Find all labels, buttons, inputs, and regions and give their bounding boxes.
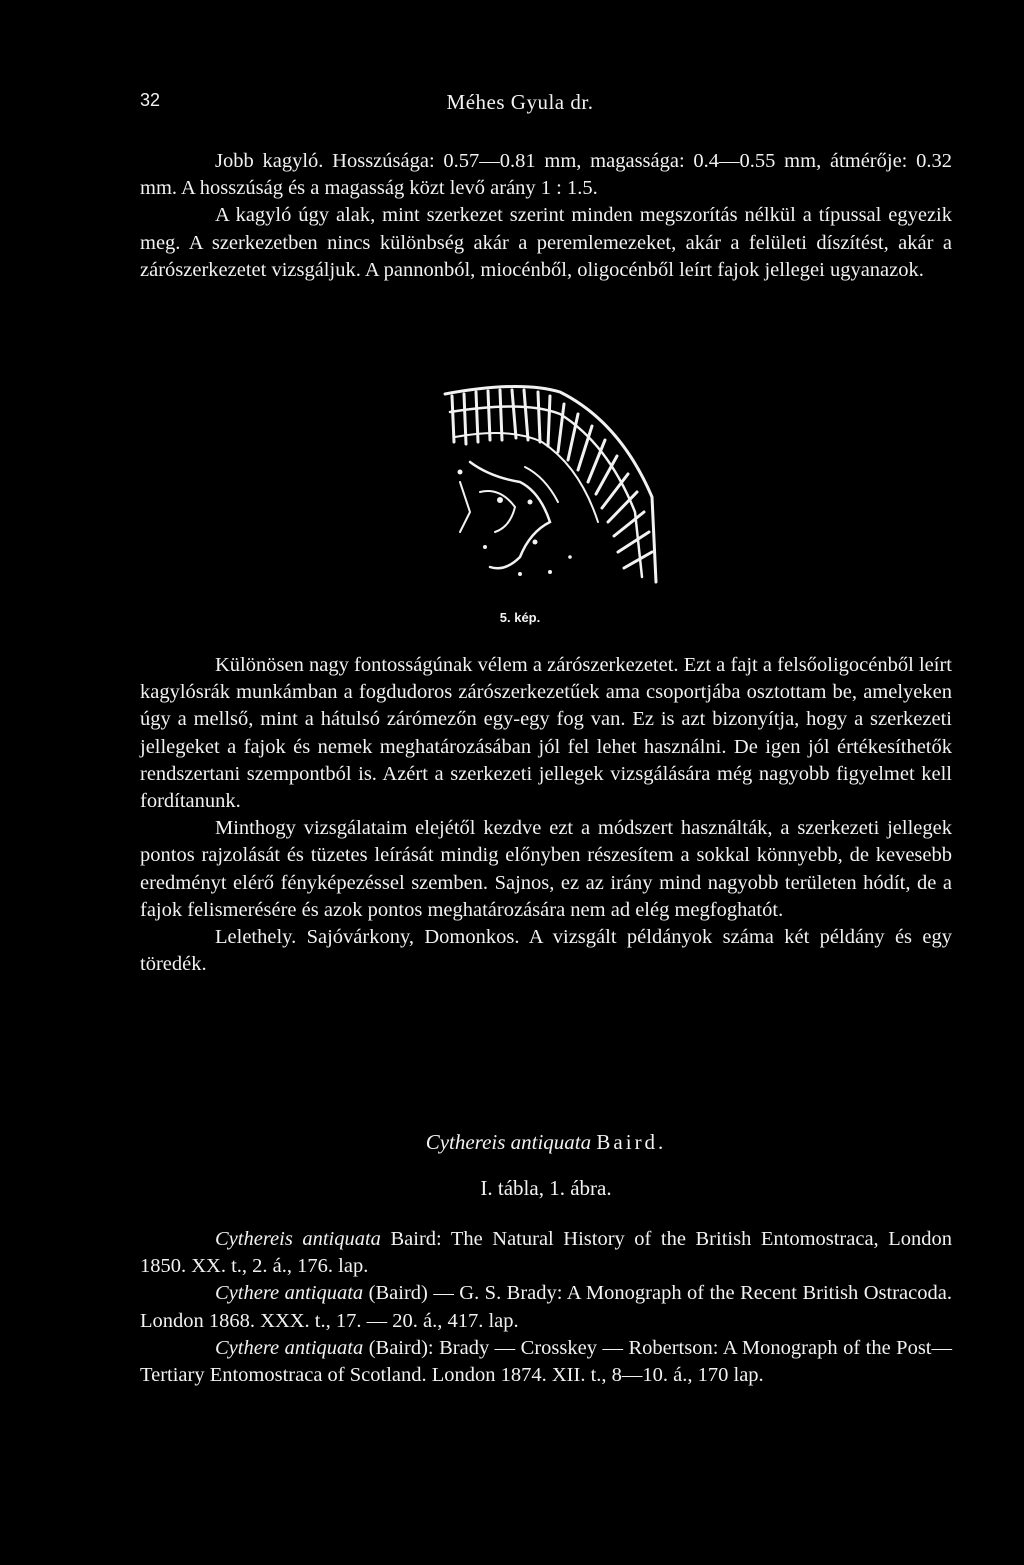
hinge-structure-figure (430, 382, 670, 592)
reference-text: (Baird) — G. S. Brady: A Monograph of the Recent British Ostracoda. London 1868. XXX. t., 17. — 20. á., 417. lap. (140, 1282, 952, 1332)
reference-taxon: Cythere antiquata (215, 1282, 364, 1305)
figure-caption: 5. kép. (499, 610, 541, 625)
plate-reference: I. tábla, 1. ábra. (480, 1176, 612, 1200)
paragraph-hinge: Különösen nagy fontosságúnak vélem a zárószerkezetet. Ezt a fajt a felsőoligocénből leírt kagylósrák munkámban a fogdudoros zárószerkezetűek ama csoportjába osztottam be, amelyeken úgy a mellső, mint a hátulsó zárómezőn egy-egy fog van. Ez is azt bizonyítja, hogy a szerkezeti jellegeket a fajok és nemek meghatározásában jól fel lehet használni. De igen jól értékesíthetők rendszertani szempontból is. Azért a szerkezeti jellegek vizsgálására még nagyobb figyelmet kell fordítanunk. (140, 654, 952, 813)
intro-text (140, 148, 952, 284)
paragraph-locality: Lelethely. Sajóvárkony, Domonkos. A vizsgált példányok száma két példány és egy töredék. (140, 926, 952, 976)
synonymy-list (140, 1226, 952, 1389)
species-name: Cythereis antiquata (425, 1130, 592, 1154)
paragraph-measurements: Jobb kagyló. Hosszúsága: 0.57—0.81 mm, magassága: 0.4—0.55 mm, átmérője: 0.32 mm. A hosszúság és a magasság közt levő arány 1 : 1.5. (140, 150, 952, 200)
page-header (140, 90, 900, 120)
reference-text: Baird: The Natural History of the British Entomostraca, London 1850. XX. t., 2. á., 176. lap. (140, 1228, 952, 1278)
running-head: Méhes Gyula dr. (446, 90, 594, 114)
reference-item (140, 1335, 952, 1389)
main-text (140, 652, 952, 978)
reference-item (140, 1280, 952, 1334)
reference-taxon: Cythere antiquata (215, 1336, 364, 1359)
reference-taxon: Cythereis antiquata (215, 1228, 381, 1250)
paragraph-method: Minthogy vizsgálataim elejétől kezdve ezt a módszert használták, a szerkezeti jellegek pontos rajzolását és tüzetes leírását mindig előnyben részesítem a sokkal könnyebb, de kevesebb eredményt elérő fényképezéssel szemben. Sajnos, ez az irány mind nagyobb területen hódít, de a fajok felismerésére és azok pontos meghatározására nem ad elég megfoghatót. (140, 817, 952, 921)
paragraph-shape: A kagyló úgy alak, mint szerkezet szerint minden megszorítás nélkül a típussal egyezik meg. A szerkezetben nincs különbség akár a peremlemezeket, akár a felületi díszítést, akár a zárószerkezetet vizsgáljuk. A pannonból, miocénből, oligocénből leírt fajok jellegei ugyanazok. (140, 204, 952, 281)
species-author: Baird. (596, 1130, 667, 1154)
species-heading (140, 1130, 952, 1155)
reference-text: (Baird): Brady — Crosskey — Robertson: A Monograph of the Post—Tertiary Entomostraca of Scotland. London 1874. XII. t., 8—10. á., 170 lap. (140, 1336, 952, 1387)
page-number: 32 (140, 90, 161, 110)
reference-item (140, 1226, 952, 1280)
